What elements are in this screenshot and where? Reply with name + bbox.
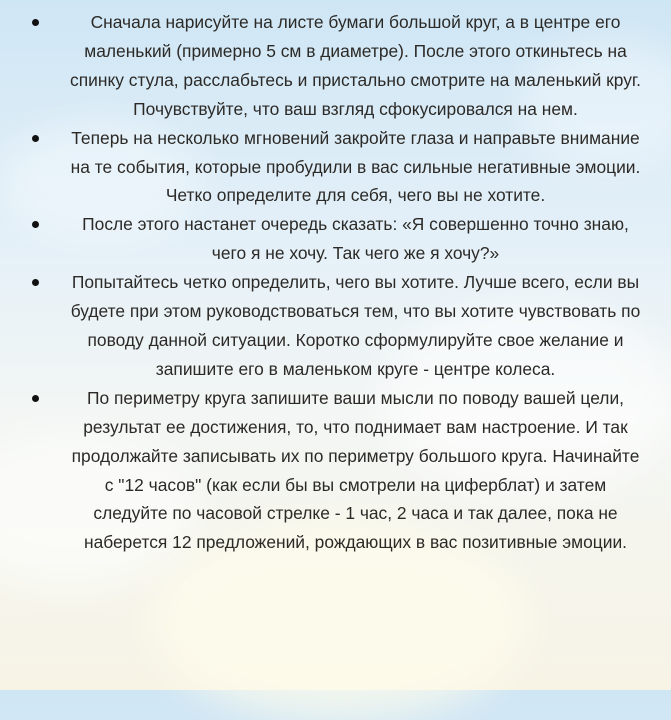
bullet-dot-icon bbox=[32, 135, 39, 142]
list-item bbox=[30, 124, 641, 211]
bullet-dot-icon bbox=[32, 19, 39, 26]
list-item bbox=[30, 384, 641, 557]
bullet-dot-icon bbox=[32, 279, 39, 286]
list-item-text: После этого настанет очередь сказать: «Я совершенно точно знаю, чего я не хочу. Так чего же я хочу?» bbox=[82, 214, 629, 264]
list-item bbox=[30, 210, 641, 268]
list-item-text: Теперь на несколько мгновений закройте глаза и направьте внимание на те события, которые пробудили в вас сильные негативные эмоции. Четко определите для себя, чего вы не хотите. bbox=[70, 127, 641, 206]
list-item-text: Сначала нарисуйте на листе бумаги большой круг, а в центре его маленький (примерно 5 см в диаметре). После этого откиньтесь на спинку стула, расслабьтесь и пристально смотрите на маленький круг. Почувствуйте, что ваш взгляд сфокусировался на нем. bbox=[70, 12, 641, 119]
list-item-text: По периметру круга запишите ваши мысли по поводу вашей цели, результат ее достижения, то, что поднимает вам настроение. И так продолжайте записывать их по периметру большого круга. Начинайте с "12 часов" (как если бы вы смотрели на циферблат) и затем следуйте по часовой стрелке - 1 час, 2 часа и так далее, пока не наберется 12 предложений, рождающих в вас позитивные эмоции. bbox=[71, 387, 640, 553]
list-item bbox=[30, 8, 641, 124]
bullet-dot-icon bbox=[32, 221, 39, 228]
list-item-text: Попытайтесь четко определить, чего вы хотите. Лучше всего, если вы будете при этом руководствоваться тем, что вы хотите чувствовать по поводу данной ситуации. Коротко сформулируйте свое желание и запишите его в маленьком круге - центре колеса. bbox=[70, 272, 641, 379]
bullet-dot-icon bbox=[32, 395, 39, 402]
list-item bbox=[30, 268, 641, 384]
instruction-list bbox=[30, 8, 641, 557]
